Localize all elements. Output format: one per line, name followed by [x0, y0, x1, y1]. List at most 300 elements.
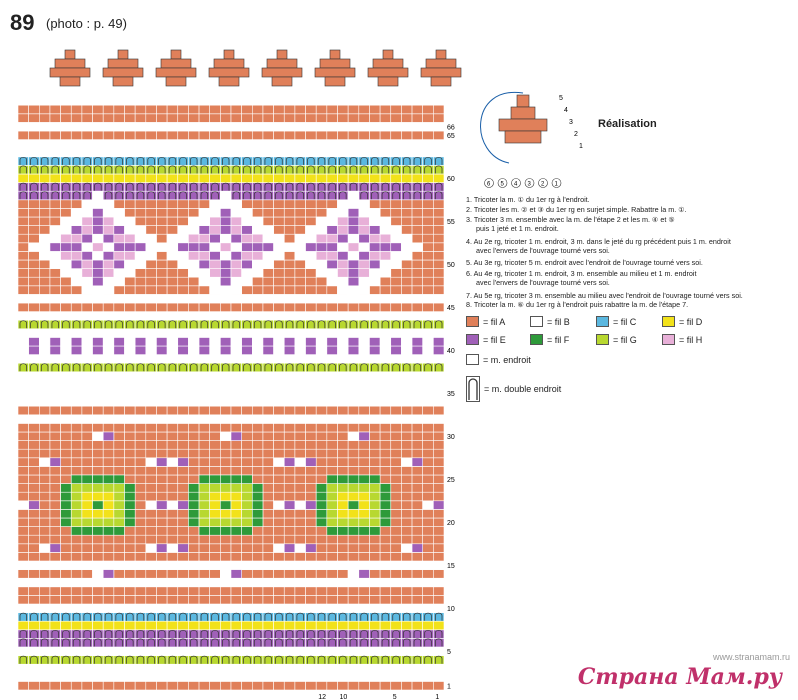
- chart-cell: [252, 673, 263, 682]
- chart-cell: [220, 544, 231, 553]
- chart-cell: [359, 131, 370, 140]
- chart-cell: [274, 647, 285, 656]
- chart-cell: [263, 638, 274, 647]
- chart-cell: [210, 389, 221, 398]
- chart-cell: [146, 346, 157, 355]
- chart-cell: [327, 398, 338, 407]
- chart-cell: [295, 191, 306, 200]
- diamond-motif-cell: [348, 200, 359, 209]
- diamond-motif-cell: [103, 200, 114, 209]
- chart-cell: [231, 294, 242, 303]
- chart-cell: [50, 140, 61, 149]
- chart-cell: [18, 441, 29, 450]
- chart-cell: [242, 122, 253, 131]
- diamond-motif-cell: [125, 217, 136, 226]
- chart-cell: [146, 157, 157, 166]
- chart-cell: [242, 458, 253, 467]
- chart-cell: [156, 286, 167, 295]
- chart-cell: [231, 355, 242, 364]
- chart-cell: [125, 346, 136, 355]
- chart-cell: [401, 346, 412, 355]
- chart-cell: [252, 613, 263, 622]
- chart-cell: [327, 406, 338, 415]
- chart-cell: [156, 303, 167, 312]
- chart-cell: [61, 294, 72, 303]
- chart-cell: [156, 191, 167, 200]
- chart-cell: [380, 535, 391, 544]
- diamond-motif-cell: [327, 217, 338, 226]
- chart-cell: [188, 552, 199, 561]
- chart-cell: [210, 406, 221, 415]
- chart-cell: [263, 363, 274, 372]
- chart-cell: [401, 656, 412, 665]
- chart-cell: [146, 294, 157, 303]
- flower-motif-cell: [338, 518, 349, 527]
- row-label: 60: [447, 176, 455, 184]
- diamond-motif-cell: [263, 251, 274, 260]
- chart-cell: [423, 578, 434, 587]
- chart-cell: [188, 122, 199, 131]
- diamond-motif-cell: [231, 208, 242, 217]
- chart-cell: [167, 449, 178, 458]
- chart-cell: [39, 294, 50, 303]
- chart-cell: [252, 578, 263, 587]
- chart-cell: [135, 303, 146, 312]
- legend-fil-c: [596, 316, 636, 327]
- diamond-motif-cell: [274, 234, 285, 243]
- chart-cell: [18, 527, 29, 536]
- chart-cell: [71, 303, 82, 312]
- chart-cell: [327, 638, 338, 647]
- chart-cell: [369, 380, 380, 389]
- chart-cell: [401, 122, 412, 131]
- chart-cell: [135, 398, 146, 407]
- chart-cell: [146, 449, 157, 458]
- chart-cell: [29, 544, 40, 553]
- chart-cell: [284, 492, 295, 501]
- chart-cell: [167, 527, 178, 536]
- chart-cell: [114, 337, 125, 346]
- chart-cell: [39, 647, 50, 656]
- chart-cell: [306, 673, 317, 682]
- chart-cell: [423, 174, 434, 183]
- diamond-motif-cell: [103, 234, 114, 243]
- chart-cell: [114, 174, 125, 183]
- chart-cell: [274, 303, 285, 312]
- chart-cell: [82, 535, 93, 544]
- chart-cell: [210, 570, 221, 579]
- flower-motif-cell: [199, 484, 210, 493]
- chart-cell: [295, 122, 306, 131]
- chart-cell: [348, 380, 359, 389]
- column-label: 1: [435, 694, 440, 700]
- chart-cell: [242, 664, 253, 673]
- chart-cell: [295, 475, 306, 484]
- chart-cell: [156, 208, 167, 217]
- chart-cell: [93, 355, 104, 364]
- chart-cell: [93, 613, 104, 622]
- diamond-motif-cell: [50, 251, 61, 260]
- chart-cell: [82, 320, 93, 329]
- diamond-motif-cell: [146, 243, 157, 252]
- chart-cell: [103, 157, 114, 166]
- step-4-cont: avec l'envers de l'ouvrage tourné vers soi.: [476, 246, 610, 255]
- chart-cell: [220, 673, 231, 682]
- chart-cell: [338, 613, 349, 622]
- chart-cell: [50, 492, 61, 501]
- chart-cell: [178, 604, 189, 613]
- chart-cell: [369, 613, 380, 622]
- chart-cell: [327, 656, 338, 665]
- diamond-motif-cell: [82, 260, 93, 269]
- diamond-motif-cell: [327, 269, 338, 278]
- diamond-motif-cell: [220, 294, 231, 303]
- pattern-number: 89: [10, 10, 35, 35]
- diamond-motif-cell: [61, 226, 72, 235]
- chart-cell: [114, 638, 125, 647]
- chart-cell: [263, 578, 274, 587]
- chart-cell: [274, 578, 285, 587]
- picot-cell: [113, 77, 133, 86]
- chart-cell: [433, 174, 444, 183]
- chart-cell: [306, 157, 317, 166]
- chart-cell: [210, 105, 221, 114]
- chart-cell: [369, 578, 380, 587]
- chart-cell: [178, 449, 189, 458]
- chart-cell: [263, 312, 274, 321]
- chart-cell: [274, 122, 285, 131]
- chart-cell: [178, 441, 189, 450]
- chart-cell: [103, 552, 114, 561]
- flower-motif-cell: [220, 484, 231, 493]
- base-stitch-number: 6: [487, 181, 491, 188]
- chart-cell: [125, 114, 136, 123]
- chart-cell: [103, 183, 114, 192]
- picot-motif: [368, 50, 408, 86]
- chart-cell: [156, 346, 167, 355]
- chart-cell: [135, 432, 146, 441]
- chart-cell: [306, 191, 317, 200]
- chart-cell: [188, 380, 199, 389]
- chart-cell: [50, 389, 61, 398]
- chart-cell: [231, 587, 242, 596]
- chart-cell: [380, 191, 391, 200]
- chart-cell: [348, 320, 359, 329]
- diamond-motif-cell: [114, 269, 125, 278]
- chart-cell: [274, 604, 285, 613]
- chart-cell: [391, 389, 402, 398]
- chart-cell: [29, 217, 40, 226]
- flower-motif-cell: [210, 475, 221, 484]
- flower-motif-cell: [348, 475, 359, 484]
- chart-cell: [135, 613, 146, 622]
- petal-cell: [359, 432, 370, 441]
- diagram-cell: [511, 107, 535, 119]
- chart-cell: [252, 449, 263, 458]
- petal-cell: [50, 458, 61, 467]
- chart-cell: [82, 191, 93, 200]
- chart-cell: [220, 595, 231, 604]
- diamond-motif-cell: [327, 243, 338, 252]
- picot-cell: [103, 68, 143, 77]
- chart-cell: [188, 329, 199, 338]
- chart-cell: [316, 613, 327, 622]
- column-label: 10: [339, 694, 348, 700]
- chart-cell: [401, 105, 412, 114]
- chart-cell: [39, 329, 50, 338]
- chart-cell: [114, 294, 125, 303]
- chart-cell: [252, 191, 263, 200]
- chart-cell: [82, 105, 93, 114]
- chart-cell: [263, 183, 274, 192]
- flower-motif-cell: [316, 492, 327, 501]
- chart-cell: [401, 372, 412, 381]
- diamond-motif-cell: [359, 200, 370, 209]
- chart-cell: [348, 587, 359, 596]
- chart-cell: [252, 312, 263, 321]
- chart-cell: [263, 595, 274, 604]
- chart-cell: [295, 157, 306, 166]
- diamond-motif-cell: [188, 234, 199, 243]
- chart-cell: [295, 294, 306, 303]
- chart-cell: [263, 337, 274, 346]
- chart-cell: [82, 449, 93, 458]
- diamond-motif-cell: [295, 243, 306, 252]
- chart-cell: [316, 320, 327, 329]
- chart-cell: [61, 535, 72, 544]
- diamond-motif-cell: [125, 269, 136, 278]
- chart-cell: [380, 372, 391, 381]
- chart-cell: [348, 122, 359, 131]
- chart-cell: [61, 621, 72, 630]
- diamond-motif-cell: [369, 251, 380, 260]
- chart-cell: [93, 638, 104, 647]
- chart-cell: [369, 595, 380, 604]
- chart-cell: [93, 183, 104, 192]
- chart-cell: [242, 544, 253, 553]
- chart-cell: [348, 578, 359, 587]
- chart-cell: [61, 329, 72, 338]
- chart-cell: [327, 191, 338, 200]
- chart-cell: [252, 441, 263, 450]
- chart-cell: [369, 165, 380, 174]
- chart-cell: [433, 509, 444, 518]
- diamond-motif-cell: [71, 243, 82, 252]
- legend-label: = fil E: [483, 334, 506, 345]
- chart-cell: [391, 518, 402, 527]
- chart-cell: [423, 114, 434, 123]
- chart-cell: [295, 664, 306, 673]
- chart-cell: [39, 269, 50, 278]
- chart-cell: [391, 183, 402, 192]
- chart-cell: [316, 578, 327, 587]
- chart-cell: [295, 269, 306, 278]
- chart-cell: [327, 165, 338, 174]
- chart-cell: [348, 363, 359, 372]
- chart-cell: [252, 647, 263, 656]
- diamond-motif-cell: [199, 217, 210, 226]
- diamond-motif-cell: [103, 260, 114, 269]
- chart-cell: [39, 492, 50, 501]
- chart-cell: [135, 423, 146, 432]
- chart-cell: [263, 432, 274, 441]
- chart-cell: [274, 466, 285, 475]
- chart-cell: [401, 131, 412, 140]
- chart-cell: [93, 441, 104, 450]
- chart-cell: [125, 389, 136, 398]
- chart-cell: [423, 621, 434, 630]
- chart-cell: [167, 346, 178, 355]
- chart-cell: [125, 544, 136, 553]
- chart-cell: [220, 329, 231, 338]
- chart-cell: [348, 312, 359, 321]
- chart-cell: [316, 122, 327, 131]
- chart-cell: [306, 208, 317, 217]
- chart-cell: [274, 638, 285, 647]
- diamond-motif-cell: [178, 260, 189, 269]
- chart-cell: [29, 398, 40, 407]
- petal-cell: [178, 458, 189, 467]
- chart-cell: [71, 595, 82, 604]
- chart-cell: [156, 475, 167, 484]
- chart-cell: [18, 372, 29, 381]
- chart-cell: [231, 389, 242, 398]
- flower-motif-cell: [125, 484, 136, 493]
- chart-cell: [50, 475, 61, 484]
- chart-cell: [433, 613, 444, 622]
- chart-cell: [242, 183, 253, 192]
- chart-cell: [380, 140, 391, 149]
- flower-motif-cell: [338, 492, 349, 501]
- chart-cell: [93, 303, 104, 312]
- chart-cell: [231, 621, 242, 630]
- chart-cell: [146, 509, 157, 518]
- chart-cell: [82, 552, 93, 561]
- chart-cell: [401, 475, 412, 484]
- chart-cell: [433, 122, 444, 131]
- chart-cell: [39, 174, 50, 183]
- chart-cell: [220, 165, 231, 174]
- chart-cell: [167, 329, 178, 338]
- chart-cell: [316, 535, 327, 544]
- chart-cell: [18, 200, 29, 209]
- chart-cell: [156, 638, 167, 647]
- chart-cell: [71, 286, 82, 295]
- petal-cell: [39, 458, 50, 467]
- swatch-fil-f: [530, 334, 543, 345]
- chart-cell: [433, 518, 444, 527]
- diamond-motif-cell: [295, 234, 306, 243]
- flower-motif-cell: [252, 518, 263, 527]
- chart-cell: [29, 286, 40, 295]
- chart-cell: [263, 165, 274, 174]
- chart-cell: [433, 208, 444, 217]
- chart-cell: [39, 415, 50, 424]
- chart-cell: [114, 286, 125, 295]
- petal-cell: [178, 544, 189, 553]
- chart-cell: [306, 466, 317, 475]
- chart-cell: [156, 561, 167, 570]
- diamond-motif-cell: [391, 251, 402, 260]
- chart-cell: [82, 337, 93, 346]
- flower-motif-cell: [114, 509, 125, 518]
- chart-cell: [391, 673, 402, 682]
- diamond-motif-cell: [188, 217, 199, 226]
- petal-cell: [412, 544, 423, 553]
- chart-cell: [103, 466, 114, 475]
- chart-cell: [125, 294, 136, 303]
- chart-cell: [295, 673, 306, 682]
- chart-cell: [391, 656, 402, 665]
- legend-fil-e: [466, 334, 506, 345]
- chart-cell: [50, 380, 61, 389]
- chart-cell: [412, 415, 423, 424]
- chart-cell: [71, 183, 82, 192]
- chart-cell: [178, 174, 189, 183]
- chart-cell: [401, 294, 412, 303]
- chart-cell: [156, 613, 167, 622]
- chart-cell: [135, 286, 146, 295]
- chart-cell: [316, 423, 327, 432]
- chart-cell: [306, 406, 317, 415]
- petal-cell: [156, 501, 167, 510]
- chart-cell: [391, 621, 402, 630]
- chart-cell: [433, 656, 444, 665]
- chart-cell: [391, 140, 402, 149]
- chart-cell: [380, 312, 391, 321]
- chart-cell: [210, 191, 221, 200]
- chart-cell: [210, 587, 221, 596]
- chart-cell: [380, 638, 391, 647]
- chart-cell: [220, 406, 231, 415]
- chart-cell: [188, 681, 199, 690]
- chart-cell: [220, 681, 231, 690]
- chart-cell: [39, 277, 50, 286]
- diagram-cell: [499, 119, 547, 131]
- chart-cell: [348, 114, 359, 123]
- chart-cell: [433, 346, 444, 355]
- flower-motif-cell: [210, 484, 221, 493]
- flower-motif-cell: [188, 501, 199, 510]
- chart-cell: [210, 312, 221, 321]
- chart-cell: [306, 423, 317, 432]
- chart-cell: [146, 638, 157, 647]
- chart-cell: [380, 673, 391, 682]
- chart-cell: [93, 595, 104, 604]
- chart-cell: [61, 673, 72, 682]
- chart-cell: [391, 269, 402, 278]
- chart-cell: [146, 561, 157, 570]
- flower-motif-cell: [380, 484, 391, 493]
- picot-motif: [50, 50, 90, 86]
- legend-double-knit: [466, 376, 561, 402]
- chart-cell: [220, 423, 231, 432]
- chart-cell: [391, 148, 402, 157]
- legend-fil-f: [530, 334, 569, 345]
- chart-cell: [188, 294, 199, 303]
- flower-motif-cell: [82, 492, 93, 501]
- chart-cell: [39, 578, 50, 587]
- chart-cell: [295, 449, 306, 458]
- chart-cell: [433, 355, 444, 364]
- chart-cell: [274, 621, 285, 630]
- chart-cell: [231, 363, 242, 372]
- chart-cell: [284, 157, 295, 166]
- chart-cell: [401, 329, 412, 338]
- chart-cell: [433, 484, 444, 493]
- chart-cell: [401, 595, 412, 604]
- chart-cell: [135, 492, 146, 501]
